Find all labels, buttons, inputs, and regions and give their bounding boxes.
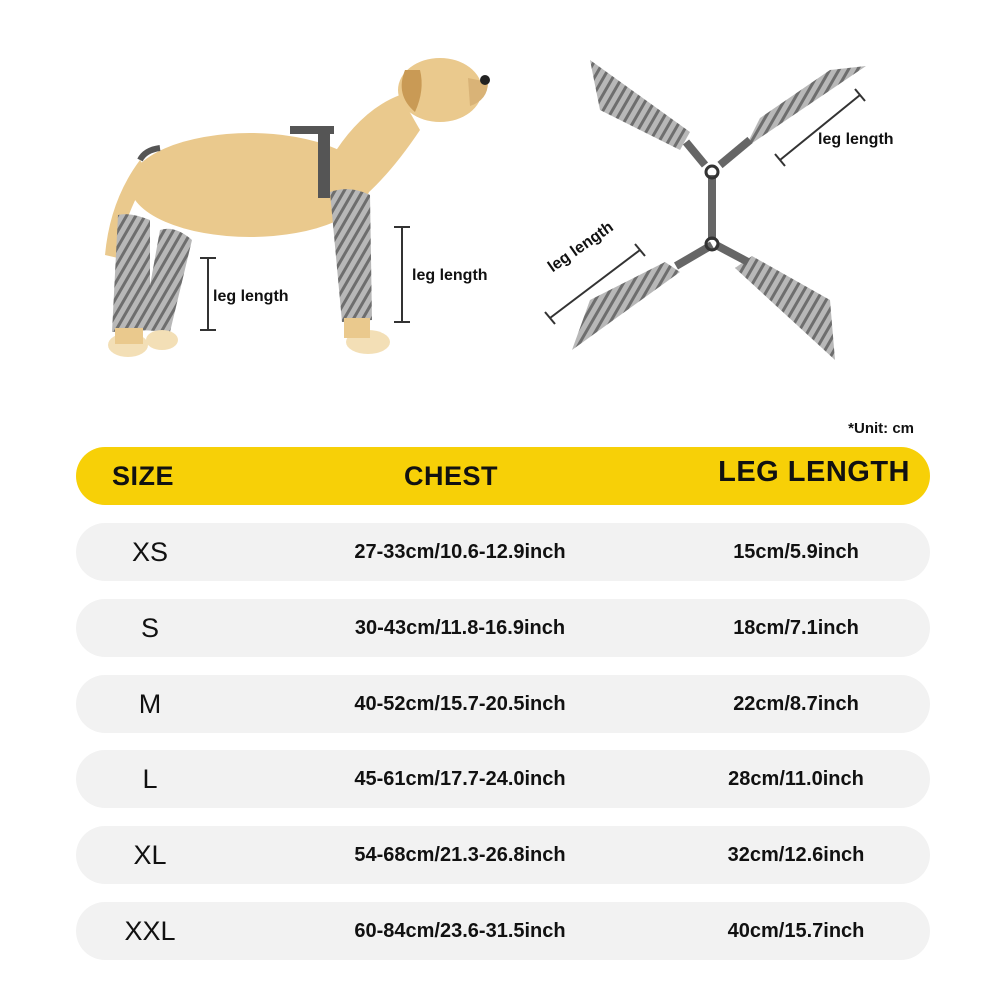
cell-chest: 27-33cm/10.6-12.9inch	[354, 541, 566, 563]
table-row	[76, 675, 930, 733]
cell-chest: 60-84cm/23.6-31.5inch	[354, 920, 566, 942]
table-row	[76, 599, 930, 657]
dog-front-leg-label: leg length	[412, 267, 488, 284]
dog-front-leg-dimension	[394, 227, 410, 322]
cell-leg-length: 32cm/12.6inch	[727, 844, 865, 866]
table-row	[76, 523, 930, 581]
unit-note: *Unit: cm	[848, 420, 914, 437]
dog-figure	[105, 58, 490, 357]
cell-size: XS	[131, 537, 169, 567]
size-table-header	[76, 447, 930, 505]
cell-leg-length: 18cm/7.1inch	[733, 617, 859, 639]
sleeve-lower-label: leg length	[545, 218, 617, 276]
dog-hind-leg-label: leg length	[213, 288, 289, 305]
cell-size: XL	[133, 840, 167, 870]
table-row	[76, 826, 930, 884]
cell-chest: 40-52cm/15.7-20.5inch	[354, 693, 566, 715]
cell-size: L	[142, 764, 158, 794]
cell-chest: 45-61cm/17.7-24.0inch	[354, 768, 566, 790]
header-size: SIZE	[112, 461, 175, 491]
table-row	[76, 750, 930, 808]
product-illustration	[0, 0, 1000, 400]
cell-size: S	[140, 613, 159, 643]
cell-leg-length: 15cm/5.9inch	[733, 541, 859, 563]
cell-chest: 54-68cm/21.3-26.8inch	[354, 844, 566, 866]
cell-leg-length: 40cm/15.7inch	[727, 920, 865, 942]
header-leg-length: LEG LENGTH	[718, 456, 910, 488]
cell-size: M	[138, 689, 162, 719]
cell-chest: 30-43cm/11.8-16.9inch	[354, 617, 566, 639]
leg-sleeve-set	[572, 60, 866, 360]
cell-size: XXL	[124, 916, 176, 946]
cell-leg-length: 22cm/8.7inch	[733, 693, 859, 715]
table-row	[76, 902, 930, 960]
sleeve-upper-label: leg length	[818, 131, 894, 148]
header-chest: CHEST	[404, 461, 499, 491]
cell-leg-length: 28cm/11.0inch	[728, 768, 864, 790]
dog-with-leg-sleeves-image	[0, 0, 1000, 400]
